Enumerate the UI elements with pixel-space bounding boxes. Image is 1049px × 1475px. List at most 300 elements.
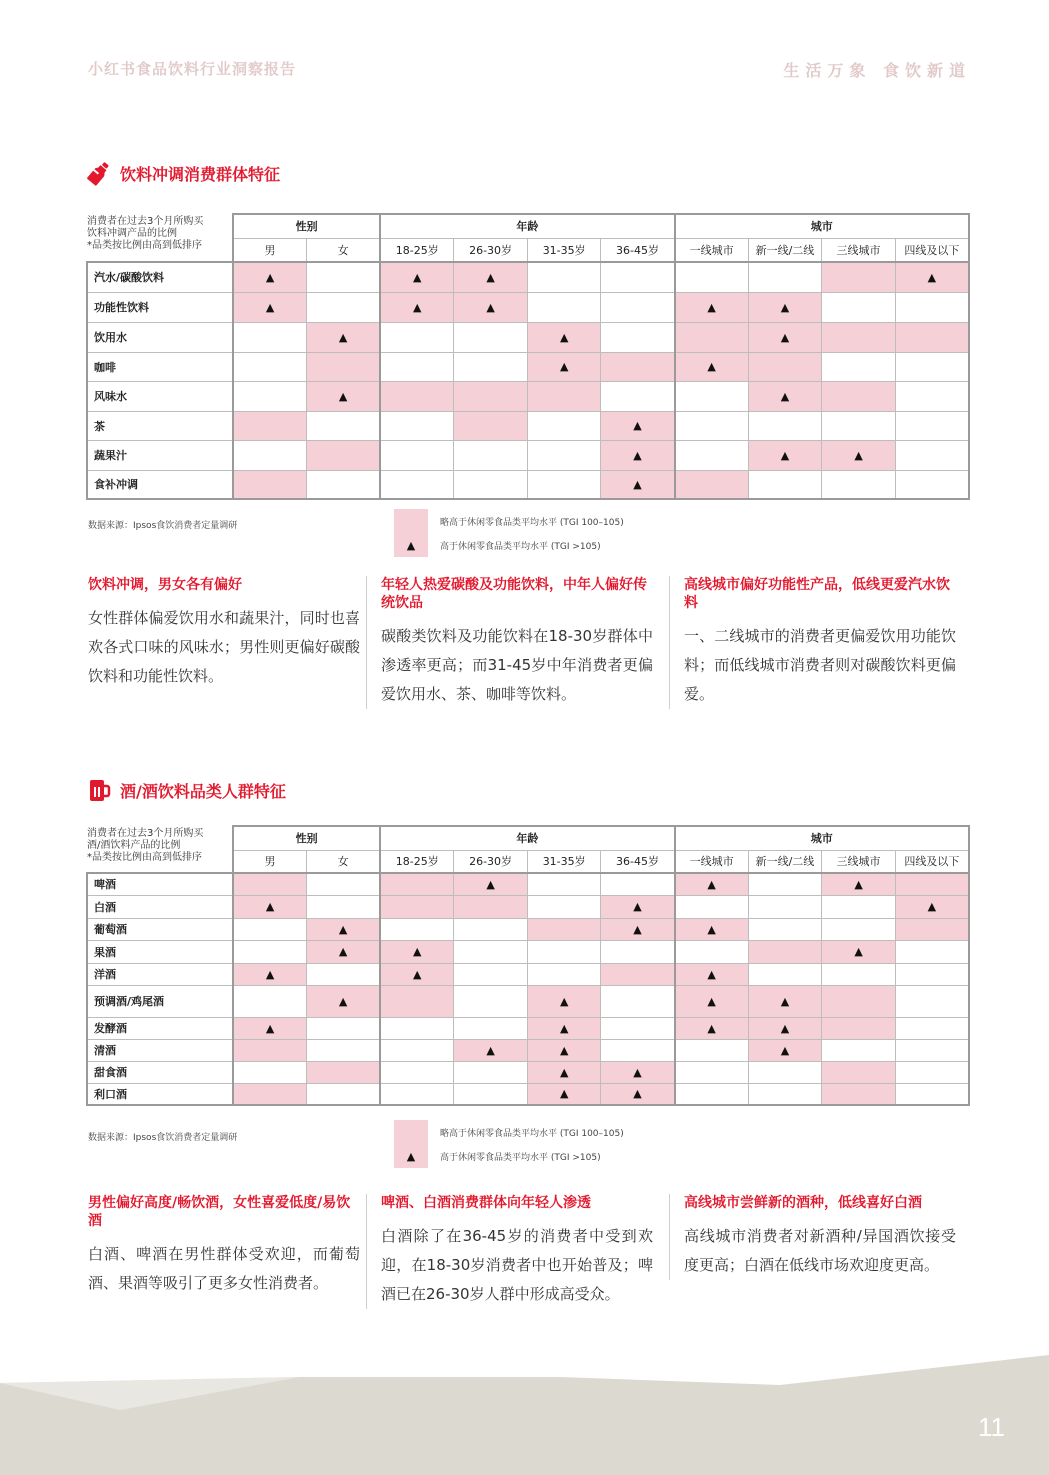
- page-number: 11: [978, 1412, 1005, 1442]
- table-desc-line: 酒/酒饮料产品的比例: [87, 840, 181, 851]
- table-cell: [380, 1061, 454, 1083]
- table-cell: [527, 1039, 601, 1061]
- table-cell: [675, 1061, 749, 1083]
- table-description: [87, 826, 233, 873]
- table-cell: [675, 1017, 749, 1039]
- table-cell: [675, 1083, 749, 1105]
- table-cell: [675, 963, 749, 985]
- table-cell: [233, 940, 307, 963]
- triangle-marker: ▲: [338, 389, 348, 403]
- group-header: 性别: [233, 214, 380, 238]
- column-header: 三线城市: [822, 850, 896, 873]
- table-cell: [895, 1017, 969, 1039]
- triangle-marker: ▲: [265, 270, 275, 284]
- column-header: 新一线/二线: [748, 850, 822, 873]
- table-cell: [675, 895, 749, 918]
- insight-title: 年轻人热爱碳酸及功能饮料，中年人偏好传统饮品: [381, 577, 647, 611]
- table-row: [87, 1061, 969, 1083]
- table-row: [87, 918, 969, 940]
- triangle-marker: ▲: [780, 1021, 790, 1035]
- table-cell: [454, 963, 528, 985]
- triangle-marker: ▲: [486, 1043, 495, 1057]
- insight-title: 饮料冲调，男女各有偏好: [88, 577, 242, 593]
- triangle-marker: ▲: [413, 270, 422, 284]
- table-cell: [601, 940, 675, 963]
- table-cell: [822, 411, 896, 440]
- table-cell: [822, 352, 896, 381]
- triangle-marker: ▲: [707, 877, 716, 891]
- triangle-marker: ▲: [413, 300, 422, 314]
- table-cell: [748, 873, 822, 895]
- table-cell: [601, 963, 675, 985]
- triangle-marker: ▲: [265, 1021, 275, 1035]
- triangle-marker: ▲: [633, 900, 642, 913]
- table-cell: [748, 1083, 822, 1105]
- table-cell: [307, 873, 381, 895]
- table-cell: [380, 292, 454, 322]
- triangle-marker: ▲: [780, 389, 790, 403]
- insight-block: [366, 1194, 653, 1309]
- group-header: 年龄: [380, 826, 674, 850]
- table-row: [87, 352, 969, 381]
- row-label: 清酒: [87, 1039, 233, 1061]
- table-row: [87, 1083, 969, 1105]
- report-title: 小红书食品饮料行业洞察报告: [88, 60, 297, 78]
- table-cell: [527, 381, 601, 411]
- table-cell: [748, 381, 822, 411]
- table-cell: [527, 873, 601, 895]
- table-row: [87, 940, 969, 963]
- group-header: 城市: [675, 826, 969, 850]
- legend-pink-swatch: [394, 1120, 428, 1144]
- triangle-marker: ▲: [780, 300, 790, 314]
- table-cell: [675, 918, 749, 940]
- triangle-marker: ▲: [780, 1043, 790, 1057]
- insight-body: 白酒除了在36-45岁的消费者中受到欢迎，在18-30岁消费者中也开始普及；啤酒已在26-30岁人群中形成高受众。: [381, 1227, 653, 1303]
- table-cell: [307, 262, 381, 292]
- table-row: [87, 985, 969, 1017]
- legend-2: [394, 1120, 624, 1168]
- triangle-marker: ▲: [633, 1087, 642, 1101]
- table-cell: [380, 940, 454, 963]
- table-cell: [307, 940, 381, 963]
- table-cell: [895, 292, 969, 322]
- table-cell: [822, 470, 896, 499]
- row-label: 洋酒: [87, 963, 233, 985]
- table-cell: [380, 963, 454, 985]
- table-cell: [307, 918, 381, 940]
- table-cell: [233, 1061, 307, 1083]
- row-label: 啤酒: [87, 873, 233, 895]
- column-header: 一线城市: [675, 850, 749, 873]
- triangle-marker: ▲: [927, 900, 937, 913]
- table-desc-line: *品类按比例由高到低排序: [87, 852, 202, 863]
- table-cell: [380, 1039, 454, 1061]
- triangle-marker: ▲: [338, 330, 348, 344]
- triangle-marker: ▲: [633, 477, 642, 491]
- table-cell: [527, 440, 601, 470]
- table-cell: [527, 470, 601, 499]
- insight-title: 啤酒、白酒消费群体向年轻人渗透: [381, 1195, 591, 1211]
- table-cell: [748, 262, 822, 292]
- table-cell: [454, 381, 528, 411]
- table-cell: [748, 1061, 822, 1083]
- table-cell: [380, 381, 454, 411]
- table-cell: [307, 322, 381, 352]
- section1-title: [86, 160, 280, 186]
- table-cell: [748, 352, 822, 381]
- table-cell: [601, 470, 675, 499]
- table-cell: [675, 940, 749, 963]
- table-cell: [895, 918, 969, 940]
- table-row: [87, 292, 969, 322]
- section1-title-text: 饮料冲调消费群体特征: [120, 164, 281, 184]
- triangle-marker: ▲: [559, 1065, 569, 1079]
- table-cell: [822, 940, 896, 963]
- table-cell: [233, 963, 307, 985]
- table-cell: [380, 470, 454, 499]
- column-header: 31-35岁: [527, 238, 601, 262]
- table-cell: [454, 985, 528, 1017]
- column-header: 18-25岁: [380, 238, 454, 262]
- table-cell: [527, 1017, 601, 1039]
- table-cell: [748, 895, 822, 918]
- table-row: [87, 873, 969, 895]
- row-label: 预调酒/鸡尾酒: [87, 985, 233, 1017]
- insight-title: 男性偏好高度/畅饮酒，女性喜爱低度/易饮酒: [88, 1195, 351, 1229]
- table-cell: [380, 1017, 454, 1039]
- table-cell: [233, 985, 307, 1017]
- table-cell: [601, 262, 675, 292]
- beer-mug-icon: [86, 777, 112, 803]
- row-label: 茶: [87, 411, 233, 440]
- triangle-marker: ▲: [707, 300, 716, 314]
- legend-pink-text: 略高于休闲零食品类平均水平 (TGI 100–105): [440, 1128, 624, 1139]
- table-cell: [307, 292, 381, 322]
- table-cell: [895, 1061, 969, 1083]
- table-cell: [380, 322, 454, 352]
- table-row: [87, 322, 969, 352]
- table-cell: [675, 411, 749, 440]
- column-header: 三线城市: [822, 238, 896, 262]
- table-cell: [380, 262, 454, 292]
- triangle-marker: ▲: [559, 1021, 569, 1035]
- table-cell: [822, 1061, 896, 1083]
- table-row: [87, 470, 969, 499]
- table-cell: [380, 411, 454, 440]
- table-cell: [233, 352, 307, 381]
- legend-pink-text: 略高于休闲零食品类平均水平 (TGI 100–105): [440, 517, 624, 528]
- table-cell: [233, 1039, 307, 1061]
- table-cell: [454, 873, 528, 895]
- table-cell: [601, 381, 675, 411]
- table-cell: [454, 1061, 528, 1083]
- table-row: [87, 1039, 969, 1061]
- table-row: [87, 895, 969, 918]
- table-cell: [895, 873, 969, 895]
- group-header: 城市: [675, 214, 969, 238]
- column-header: 四线及以下: [895, 238, 969, 262]
- section2-title-text: 酒/酒饮料品类人群特征: [120, 781, 286, 801]
- table-cell: [675, 322, 749, 352]
- table-cell: [380, 918, 454, 940]
- table-cell: [748, 963, 822, 985]
- table-cell: [748, 918, 822, 940]
- table-cell: [601, 411, 675, 440]
- row-label: 葡萄酒: [87, 918, 233, 940]
- table-cell: [601, 1017, 675, 1039]
- table-cell: [895, 895, 969, 918]
- table-cell: [527, 940, 601, 963]
- table-cell: [675, 470, 749, 499]
- table-cell: [307, 1061, 381, 1083]
- triangle-marker: ▲: [559, 360, 569, 373]
- table-cell: [675, 262, 749, 292]
- triangle-marker: ▲: [927, 270, 937, 284]
- table-cell: [454, 1083, 528, 1105]
- triangle-marker: ▲: [559, 330, 569, 344]
- insight-body: 碳酸类饮料及功能饮料在18-30岁群体中渗透率更高；而31-45岁中年消费者更偏爱饮用水、茶、咖啡等饮料。: [381, 627, 653, 703]
- table-cell: [601, 895, 675, 918]
- triangle-marker: ▲: [338, 994, 348, 1008]
- triangle-marker: ▲: [486, 270, 495, 284]
- table-cell: [527, 322, 601, 352]
- table-row: [87, 1017, 969, 1039]
- row-label: 利口酒: [87, 1083, 233, 1105]
- triangle-marker: ▲: [633, 419, 642, 432]
- insight-title: 高线城市偏好功能性产品，低线更爱汽水饮料: [684, 577, 950, 611]
- table-cell: [748, 292, 822, 322]
- table-cell: [822, 381, 896, 411]
- table-cell: [454, 470, 528, 499]
- data-source-2: 数据来源：Ipsos食饮消费者定量调研: [88, 1133, 238, 1143]
- drink-bottle-icon: [86, 160, 112, 186]
- table-cell: [601, 292, 675, 322]
- table-row: [87, 963, 969, 985]
- table-cell: [454, 940, 528, 963]
- table-cell: [601, 322, 675, 352]
- insight-body: 高线城市消费者对新酒种/异国酒饮接受度更高；白酒在低线市场欢迎度更高。: [684, 1227, 956, 1274]
- table-cell: [454, 440, 528, 470]
- triangle-marker: ▲: [413, 945, 422, 958]
- column-header: 一线城市: [675, 238, 749, 262]
- triangle-marker: ▲: [265, 900, 275, 913]
- table-cell: [822, 895, 896, 918]
- legend-pink-swatch: [394, 509, 428, 533]
- table-cell: [601, 985, 675, 1017]
- triangle-marker: ▲: [707, 1021, 716, 1035]
- table-row: [87, 411, 969, 440]
- triangle-marker: ▲: [707, 967, 716, 981]
- table-cell: [454, 262, 528, 292]
- table-cell: [454, 1039, 528, 1061]
- row-label: 甜食酒: [87, 1061, 233, 1083]
- row-label: 果酒: [87, 940, 233, 963]
- table-cell: [454, 411, 528, 440]
- legend-triangle-text: 高于休闲零食品类平均水平 (TGI >105): [440, 541, 601, 552]
- table-cell: [527, 262, 601, 292]
- table-cell: [675, 1039, 749, 1061]
- table-cell: [527, 1083, 601, 1105]
- table-cell: [233, 322, 307, 352]
- column-header: 26-30岁: [454, 238, 528, 262]
- table-cell: [233, 440, 307, 470]
- triangle-marker: ▲: [633, 448, 642, 462]
- table-cell: [601, 1061, 675, 1083]
- table-cell: [380, 1083, 454, 1105]
- section2-title: [86, 777, 286, 803]
- table-cell: [822, 873, 896, 895]
- table-cell: [307, 985, 381, 1017]
- table-cell: [233, 262, 307, 292]
- table-cell: [233, 1017, 307, 1039]
- row-label: 风味水: [87, 381, 233, 411]
- table-cell: [307, 440, 381, 470]
- table-desc-line: 消费者在过去3个月所购买: [87, 216, 204, 227]
- triangle-marker: ▲: [633, 1065, 642, 1079]
- insight-title: 高线城市尝鲜新的酒种，低线喜好白酒: [684, 1195, 922, 1211]
- table-cell: [233, 1083, 307, 1105]
- column-header: 女: [307, 850, 381, 873]
- legend-triangle-text: 高于休闲零食品类平均水平 (TGI >105): [440, 1152, 601, 1163]
- column-header: 四线及以下: [895, 850, 969, 873]
- table-desc-line: 饮料冲调产品的比例: [87, 228, 177, 239]
- column-header: 26-30岁: [454, 850, 528, 873]
- table-cell: [527, 292, 601, 322]
- table-row: [87, 262, 969, 292]
- triangle-marker: ▲: [265, 967, 275, 981]
- table-cell: [307, 411, 381, 440]
- table-cell: [454, 895, 528, 918]
- table-cell: [822, 292, 896, 322]
- table-cell: [601, 440, 675, 470]
- table-cell: [527, 985, 601, 1017]
- insight-body: 女性群体偏爱饮用水和蔬果汁，同时也喜欢各式口味的风味水；男性则更偏好碳酸饮料和功能性饮料。: [88, 609, 360, 685]
- beverage-table: [86, 213, 970, 500]
- report-slogan: 生活万象 食饮新道: [783, 61, 971, 80]
- column-header: 男: [233, 850, 307, 873]
- insight-block: [88, 1194, 360, 1298]
- insight-body: 一、二线城市的消费者更偏爱饮用功能饮料；而低线城市消费者则对碳酸饮料更偏爱。: [684, 627, 956, 703]
- table-cell: [601, 1039, 675, 1061]
- table-cell: [380, 985, 454, 1017]
- table-cell: [307, 352, 381, 381]
- triangle-marker: ▲: [633, 922, 642, 936]
- table-cell: [527, 963, 601, 985]
- table-cell: [307, 963, 381, 985]
- table-cell: [748, 940, 822, 963]
- table-cell: [307, 470, 381, 499]
- triangle-marker: ▲: [854, 877, 863, 891]
- row-label: 食补冲调: [87, 470, 233, 499]
- table-cell: [748, 1039, 822, 1061]
- table-cell: [895, 352, 969, 381]
- table-cell: [380, 873, 454, 895]
- table-cell: [895, 262, 969, 292]
- row-label: 汽水/碳酸饮料: [87, 262, 233, 292]
- table-cell: [307, 1083, 381, 1105]
- group-header: 性别: [233, 826, 380, 850]
- table-row: [87, 440, 969, 470]
- table-cell: [822, 440, 896, 470]
- table-cell: [822, 985, 896, 1017]
- table-cell: [748, 440, 822, 470]
- triangle-marker: ▲: [265, 300, 275, 314]
- row-label: 功能性饮料: [87, 292, 233, 322]
- triangle-marker: ▲: [780, 994, 790, 1008]
- table-cell: [233, 918, 307, 940]
- table-cell: [748, 322, 822, 352]
- table-desc-line: *品类按比例由高到低排序: [87, 240, 202, 251]
- table-cell: [454, 352, 528, 381]
- table-cell: [822, 1083, 896, 1105]
- row-label: 咖啡: [87, 352, 233, 381]
- table-cell: [822, 262, 896, 292]
- triangle-marker: ▲: [707, 360, 716, 373]
- column-header: 36-45岁: [601, 850, 675, 873]
- table-cell: [895, 381, 969, 411]
- column-header: 18-25岁: [380, 850, 454, 873]
- table-cell: [822, 322, 896, 352]
- table-cell: [307, 1017, 381, 1039]
- table-cell: [895, 322, 969, 352]
- table-cell: [527, 411, 601, 440]
- table-cell: [454, 292, 528, 322]
- table-row: [87, 381, 969, 411]
- row-label: 发酵酒: [87, 1017, 233, 1039]
- table-cell: [307, 895, 381, 918]
- triangle-marker: ▲: [854, 945, 863, 958]
- table-cell: [748, 1017, 822, 1039]
- table-cell: [748, 470, 822, 499]
- table-cell: [822, 1039, 896, 1061]
- insight-block: [366, 576, 653, 709]
- group-header: 年龄: [380, 214, 674, 238]
- table-cell: [895, 985, 969, 1017]
- triangle-marker: ▲: [559, 1087, 569, 1101]
- table-cell: [380, 352, 454, 381]
- table-cell: [307, 1039, 381, 1061]
- row-label: 白酒: [87, 895, 233, 918]
- table-cell: [895, 940, 969, 963]
- column-header: 男: [233, 238, 307, 262]
- table-cell: [895, 1083, 969, 1105]
- table-cell: [675, 873, 749, 895]
- triangle-marker: ▲: [780, 448, 790, 462]
- table-cell: [233, 873, 307, 895]
- legend-triangle-swatch: ▲: [394, 533, 428, 557]
- table-cell: [748, 985, 822, 1017]
- table-cell: [380, 895, 454, 918]
- table-cell: [601, 1083, 675, 1105]
- table-cell: [454, 918, 528, 940]
- insight-block: [669, 576, 956, 709]
- table-cell: [454, 322, 528, 352]
- column-header: 女: [307, 238, 381, 262]
- triangle-marker: ▲: [854, 448, 863, 462]
- row-label: 饮用水: [87, 322, 233, 352]
- column-header: 新一线/二线: [748, 238, 822, 262]
- table-cell: [527, 1061, 601, 1083]
- table-cell: [233, 470, 307, 499]
- triangle-marker: ▲: [707, 922, 716, 936]
- triangle-marker: ▲: [338, 945, 348, 958]
- insight-block: [669, 1194, 956, 1280]
- table-cell: [601, 352, 675, 381]
- table-cell: [895, 470, 969, 499]
- alcohol-table: [86, 825, 970, 1106]
- footer-decoration: [0, 1355, 1049, 1475]
